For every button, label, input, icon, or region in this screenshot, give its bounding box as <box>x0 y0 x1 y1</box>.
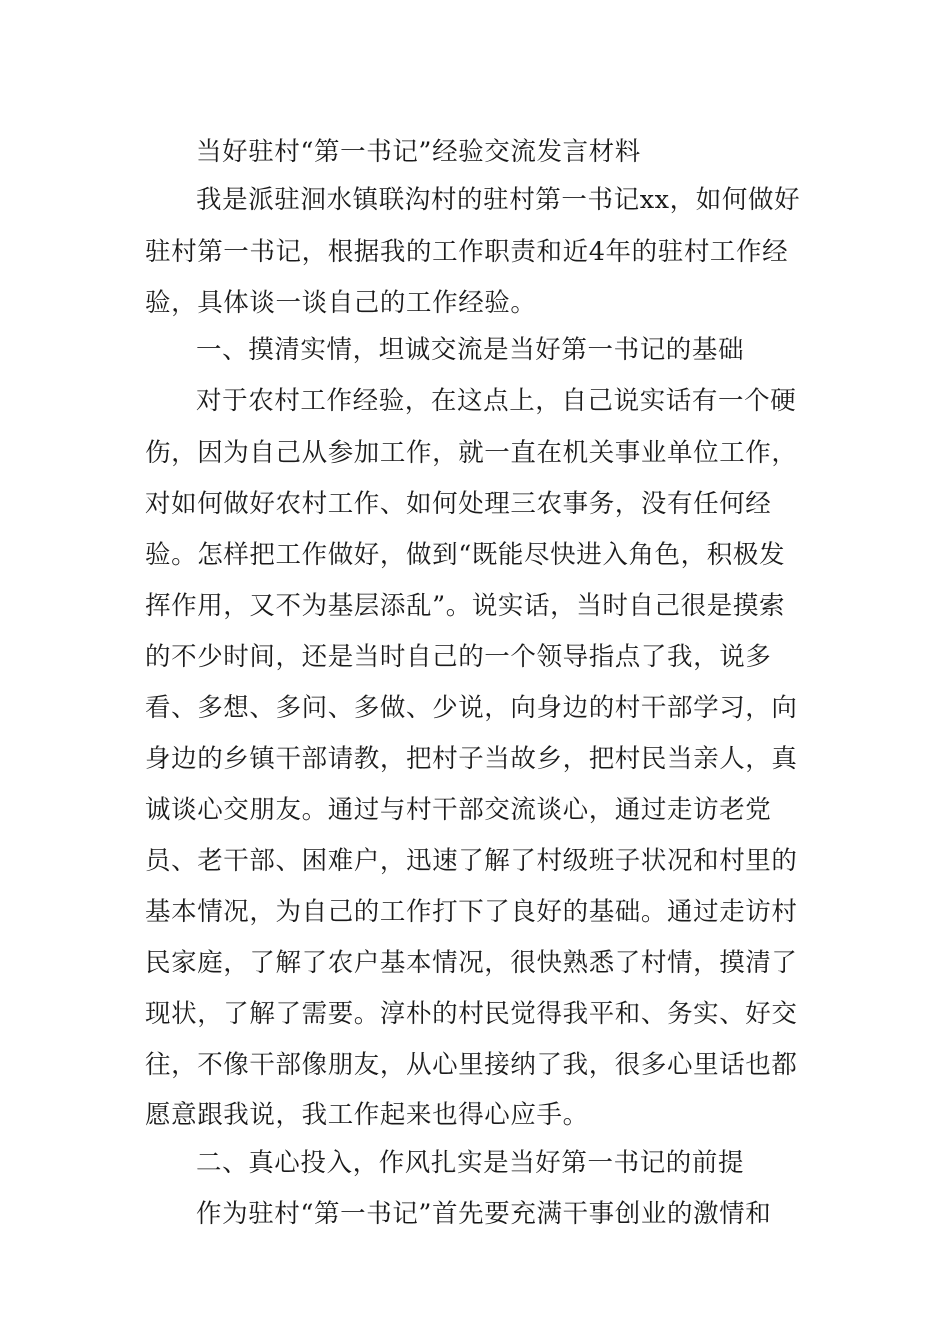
paragraph-line: 民家庭，了解了农户基本情况，很快熟悉了村情，摸清了 <box>145 948 798 978</box>
section-heading: 二、真心投入，作风扎实是当好第一书记的前提 <box>196 1148 745 1178</box>
paragraph-line: 我是派驻洄水镇联沟村的驻村第一书记xx，如何做好 <box>196 185 801 215</box>
paragraph-line: 对如何做好农村工作、如何处理三农事务，没有任何经 <box>145 489 772 519</box>
paragraph-line: 愿意跟我说，我工作起来也得心应手。 <box>145 1100 589 1130</box>
paragraph-line: 看、多想、多问、多做、少说，向身边的村干部学习，向 <box>145 693 798 723</box>
paragraph-line: 基本情况，为自己的工作打下了良好的基础。通过走访村 <box>145 897 798 927</box>
paragraph-line: 验。怎样把工作做好，做到“既能尽快进入角色，积极发 <box>145 540 786 570</box>
paragraph-line: 往，不像干部像朋友，从心里接纳了我，很多心里话也都 <box>145 1050 798 1080</box>
paragraph-line: 验，具体谈一谈自己的工作经验。 <box>145 288 537 318</box>
paragraph-line: 现状，了解了需要。淳朴的村民觉得我平和、务实、好交 <box>145 999 798 1029</box>
paragraph-line: 驻村第一书记，根据我的工作职责和近4年的驻村工作经 <box>145 237 789 267</box>
paragraph-line: 员、老干部、困难户，迅速了解了村级班子状况和村里的 <box>145 846 798 876</box>
section-heading: 一、摸清实情，坦诚交流是当好第一书记的基础 <box>196 335 745 365</box>
paragraph-line: 挥作用，又不为基层添乱”。说实话，当时自己很是摸索 <box>145 591 786 621</box>
paragraph-line: 伤，因为自己从参加工作，就一直在机关事业单位工作， <box>145 438 798 468</box>
paragraph-line: 对于农村工作经验，在这点上，自己说实话有一个硬 <box>196 386 797 416</box>
document-title: 当好驻村“第一书记”经验交流发言材料 <box>196 137 641 167</box>
paragraph-line: 的不少时间，还是当时自己的一个领导指点了我，说多 <box>145 642 772 672</box>
paragraph-line: 诚谈心交朋友。通过与村干部交流谈心，通过走访老党 <box>145 795 772 825</box>
paragraph-line: 作为驻村“第一书记”首先要充满干事创业的激情和 <box>196 1199 772 1229</box>
paragraph-line: 身边的乡镇干部请教，把村子当故乡，把村民当亲人，真 <box>145 744 798 774</box>
